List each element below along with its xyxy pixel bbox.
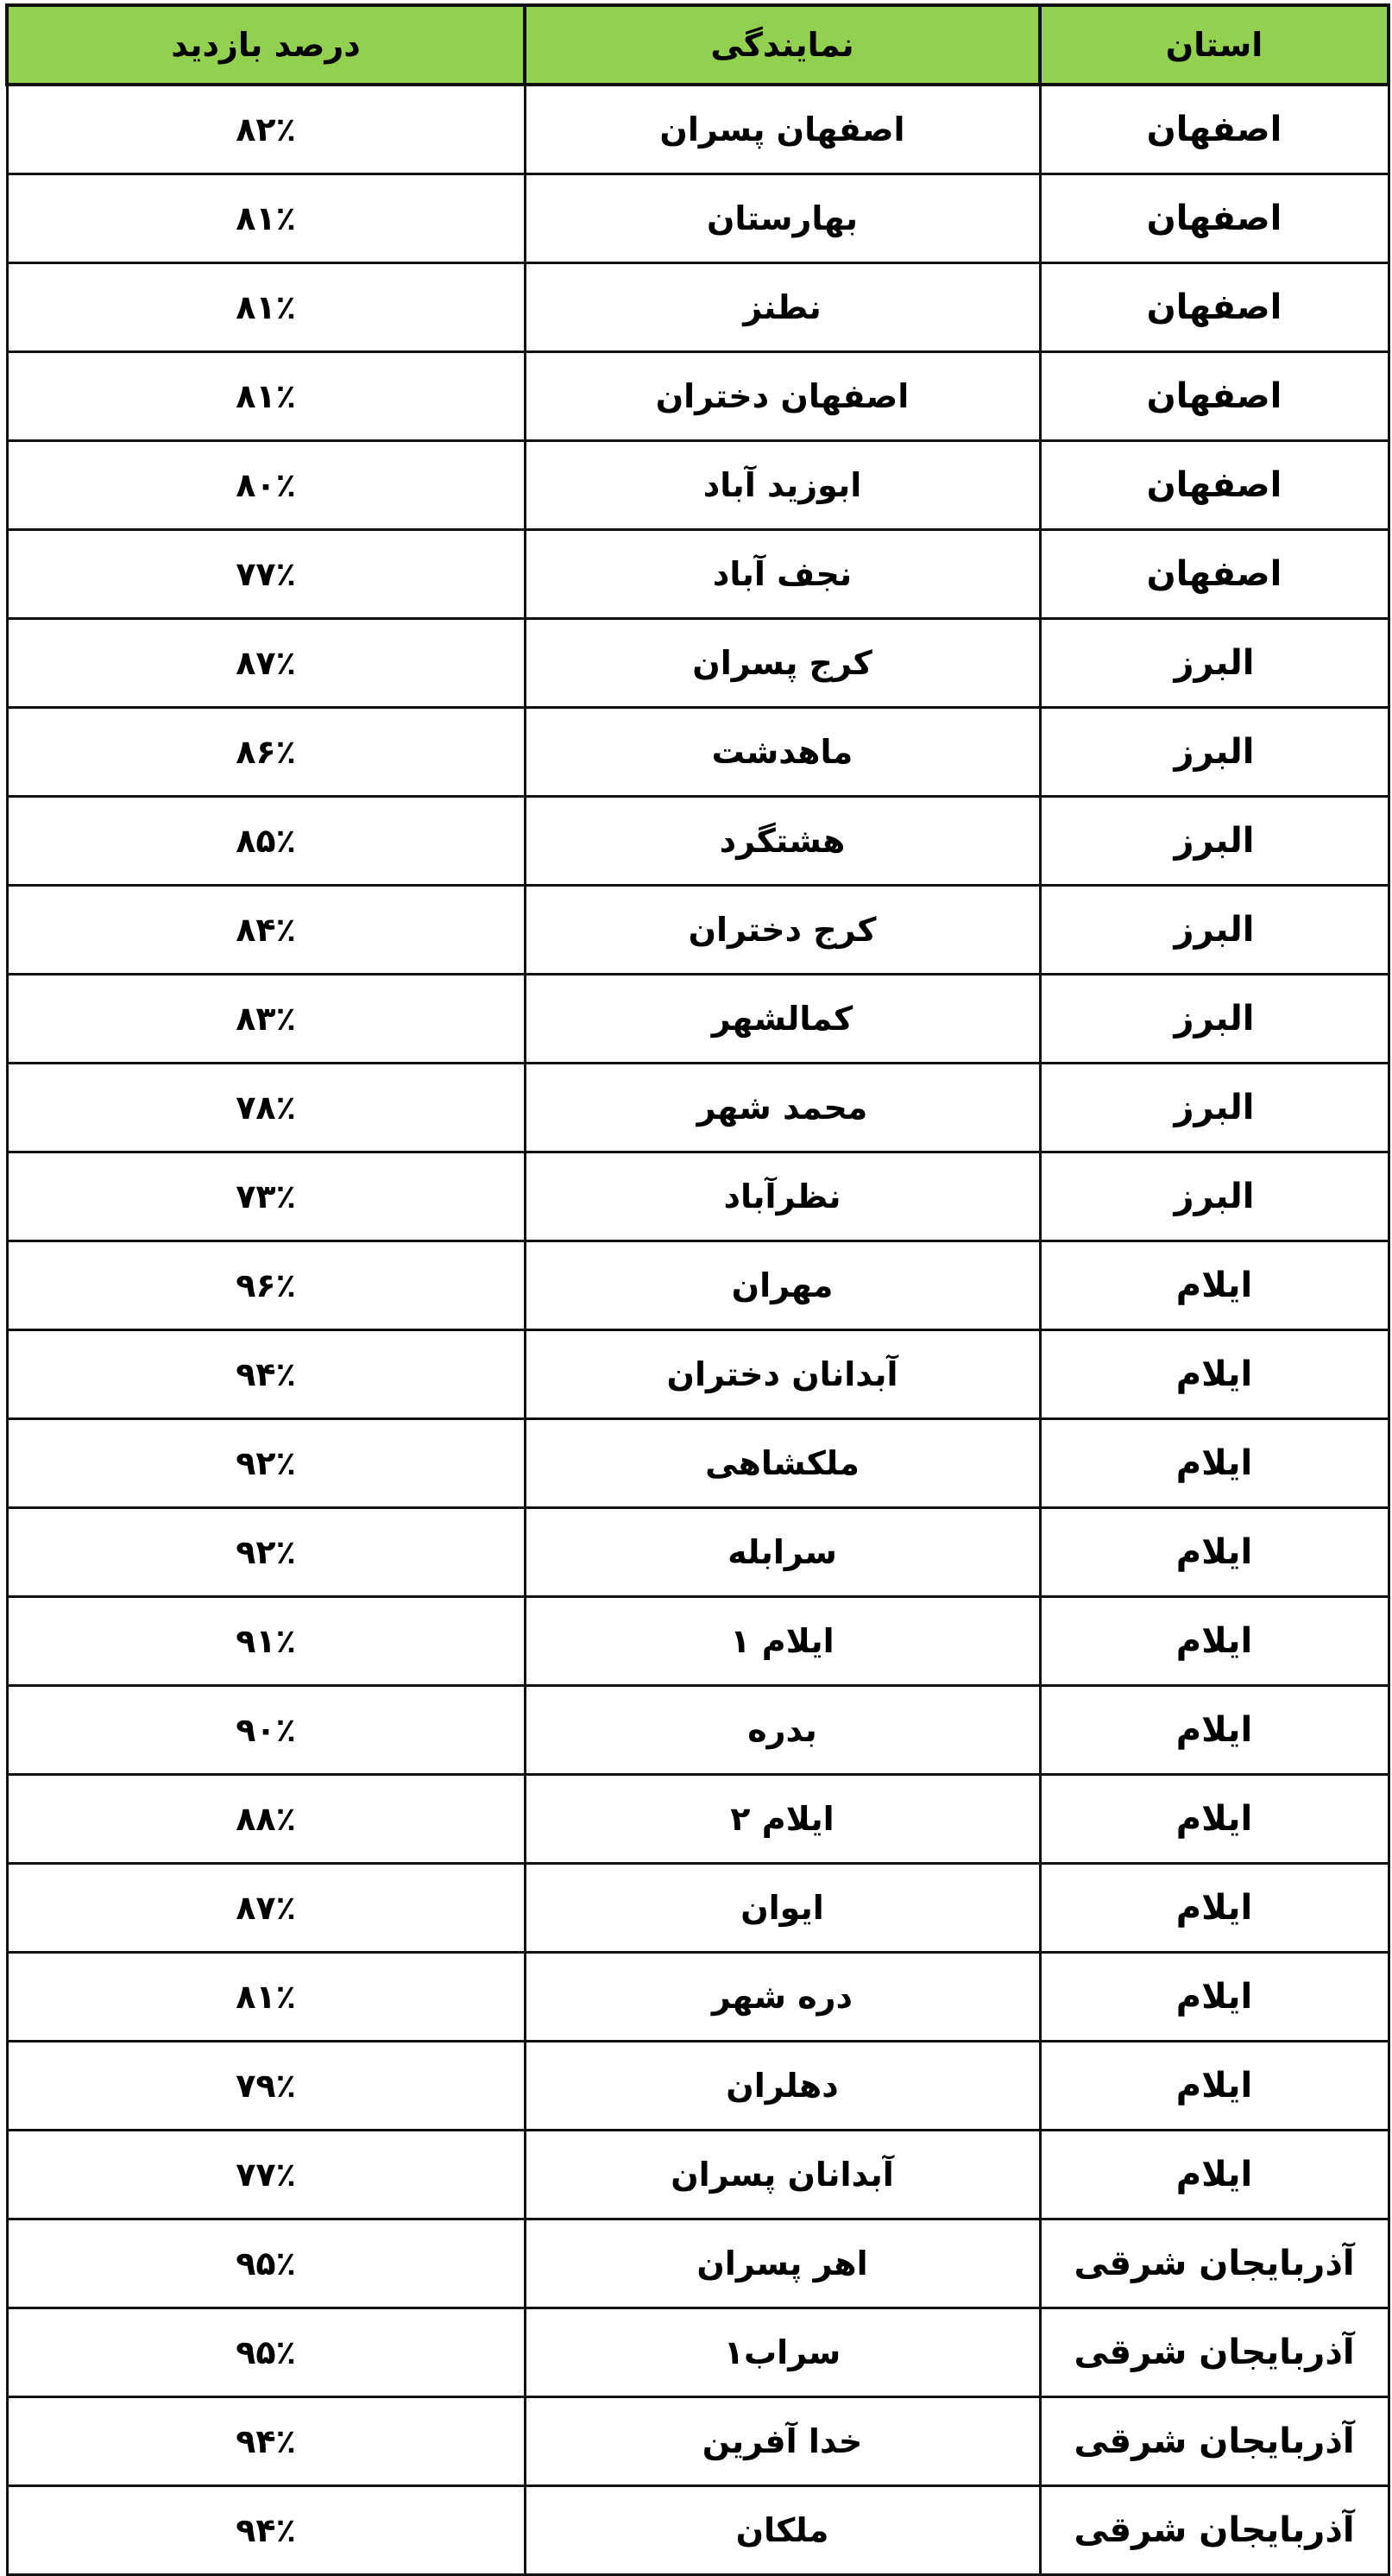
province-cell: ایلام: [1040, 1685, 1389, 1774]
agency-cell: کرج پسران: [525, 618, 1040, 707]
table-row: [7, 174, 1389, 262]
province-cell: ایلام: [1040, 1596, 1389, 1685]
percent-cell: ۸۰٪: [7, 440, 525, 529]
percent-cell: ۷۷٪: [7, 529, 525, 618]
table-row: [7, 1063, 1389, 1152]
header-province: استان: [1040, 5, 1389, 85]
percent-cell: ۹۴٪: [7, 2485, 525, 2574]
agency-cell: ابوزید آباد: [525, 440, 1040, 529]
province-cell: آذربایجان شرقی: [1040, 2396, 1389, 2485]
province-cell: البرز: [1040, 1063, 1389, 1152]
table-row: [7, 1241, 1389, 1329]
table-row: [7, 2130, 1389, 2219]
province-cell: البرز: [1040, 796, 1389, 885]
province-cell: ایلام: [1040, 1774, 1389, 1863]
table-row: [7, 618, 1389, 707]
agency-cell: ایلام ۲: [525, 1774, 1040, 1863]
header-row: [7, 5, 1389, 85]
percent-cell: ۷۹٪: [7, 2041, 525, 2130]
agency-cell: سرابله: [525, 1507, 1040, 1596]
province-cell: اصفهان: [1040, 85, 1389, 174]
percent-cell: ۸۸٪: [7, 1774, 525, 1863]
header-percent: درصد بازدید: [7, 5, 525, 85]
agency-cell: نطنز: [525, 262, 1040, 351]
table-row: [7, 974, 1389, 1063]
agency-cell: بدره: [525, 1685, 1040, 1774]
agency-cell: ماهدشت: [525, 707, 1040, 796]
agency-cell: محمد شهر: [525, 1063, 1040, 1152]
table-row: [7, 2485, 1389, 2574]
table-row: [7, 351, 1389, 440]
agency-cell: دهلران: [525, 2041, 1040, 2130]
percent-cell: ۷۳٪: [7, 1152, 525, 1241]
percent-cell: ۸۱٪: [7, 351, 525, 440]
table-row: [7, 707, 1389, 796]
percent-cell: ۹۵٪: [7, 2308, 525, 2396]
province-cell: ایلام: [1040, 1507, 1389, 1596]
table-row: [7, 440, 1389, 529]
agency-cell: نجف آباد: [525, 529, 1040, 618]
table-row: [7, 2219, 1389, 2308]
table-row: [7, 1952, 1389, 2041]
table-body: [7, 85, 1389, 2574]
agency-cell: بهارستان: [525, 174, 1040, 262]
province-cell: ایلام: [1040, 1863, 1389, 1952]
province-cell: البرز: [1040, 707, 1389, 796]
visit-percentage-table: [5, 3, 1390, 2576]
agency-cell: نظرآباد: [525, 1152, 1040, 1241]
percent-cell: ۹۰٪: [7, 1685, 525, 1774]
province-cell: اصفهان: [1040, 529, 1389, 618]
visit-percentage-table-container: [5, 3, 1387, 2564]
province-cell: ایلام: [1040, 1952, 1389, 2041]
province-cell: اصفهان: [1040, 262, 1389, 351]
percent-cell: ۷۸٪: [7, 1063, 525, 1152]
province-cell: ایلام: [1040, 1329, 1389, 1418]
percent-cell: ۸۱٪: [7, 262, 525, 351]
agency-cell: ایلام ۱: [525, 1596, 1040, 1685]
table-row: [7, 1507, 1389, 1596]
province-cell: البرز: [1040, 885, 1389, 974]
table-row: [7, 262, 1389, 351]
percent-cell: ۸۳٪: [7, 974, 525, 1063]
percent-cell: ۹۴٪: [7, 1329, 525, 1418]
percent-cell: ۷۷٪: [7, 2130, 525, 2219]
table-row: [7, 2041, 1389, 2130]
table-row: [7, 1418, 1389, 1507]
agency-cell: اصفهان دختران: [525, 351, 1040, 440]
percent-cell: ۸۵٪: [7, 796, 525, 885]
percent-cell: ۸۷٪: [7, 1863, 525, 1952]
table-row: [7, 796, 1389, 885]
percent-cell: ۹۲٪: [7, 1418, 525, 1507]
table-row: [7, 2308, 1389, 2396]
agency-cell: ایوان: [525, 1863, 1040, 1952]
agency-cell: ملکشاهی: [525, 1418, 1040, 1507]
agency-cell: هشتگرد: [525, 796, 1040, 885]
agency-cell: مهران: [525, 1241, 1040, 1329]
table-header: [7, 5, 1389, 85]
table-row: [7, 1685, 1389, 1774]
table-row: [7, 1329, 1389, 1418]
percent-cell: ۹۵٪: [7, 2219, 525, 2308]
agency-cell: آبدانان دختران: [525, 1329, 1040, 1418]
province-cell: اصفهان: [1040, 351, 1389, 440]
province-cell: اصفهان: [1040, 440, 1389, 529]
table-row: [7, 2396, 1389, 2485]
province-cell: ایلام: [1040, 2041, 1389, 2130]
province-cell: البرز: [1040, 618, 1389, 707]
province-cell: ایلام: [1040, 2130, 1389, 2219]
table-row: [7, 529, 1389, 618]
percent-cell: ۹۲٪: [7, 1507, 525, 1596]
table-row: [7, 1863, 1389, 1952]
agency-cell: دره شهر: [525, 1952, 1040, 2041]
table-row: [7, 1774, 1389, 1863]
table-row: [7, 885, 1389, 974]
province-cell: ایلام: [1040, 1418, 1389, 1507]
table-row: [7, 85, 1389, 174]
province-cell: ایلام: [1040, 1241, 1389, 1329]
percent-cell: ۹۱٪: [7, 1596, 525, 1685]
agency-cell: اهر پسران: [525, 2219, 1040, 2308]
percent-cell: ۹۴٪: [7, 2396, 525, 2485]
percent-cell: ۹۶٪: [7, 1241, 525, 1329]
percent-cell: ۸۱٪: [7, 174, 525, 262]
percent-cell: ۸۱٪: [7, 1952, 525, 2041]
percent-cell: ۸۲٪: [7, 85, 525, 174]
percent-cell: ۸۷٪: [7, 618, 525, 707]
percent-cell: ۸۶٪: [7, 707, 525, 796]
province-cell: آذربایجان شرقی: [1040, 2219, 1389, 2308]
table-row: [7, 1152, 1389, 1241]
province-cell: البرز: [1040, 974, 1389, 1063]
table-row: [7, 1596, 1389, 1685]
agency-cell: آبدانان پسران: [525, 2130, 1040, 2219]
percent-cell: ۸۴٪: [7, 885, 525, 974]
agency-cell: کمالشهر: [525, 974, 1040, 1063]
province-cell: اصفهان: [1040, 174, 1389, 262]
agency-cell: کرج دختران: [525, 885, 1040, 974]
agency-cell: اصفهان پسران: [525, 85, 1040, 174]
header-agency: نمایندگی: [525, 5, 1040, 85]
agency-cell: خدا آفرین: [525, 2396, 1040, 2485]
province-cell: آذربایجان شرقی: [1040, 2485, 1389, 2574]
agency-cell: سراب۱: [525, 2308, 1040, 2396]
province-cell: آذربایجان شرقی: [1040, 2308, 1389, 2396]
agency-cell: ملکان: [525, 2485, 1040, 2574]
province-cell: البرز: [1040, 1152, 1389, 1241]
